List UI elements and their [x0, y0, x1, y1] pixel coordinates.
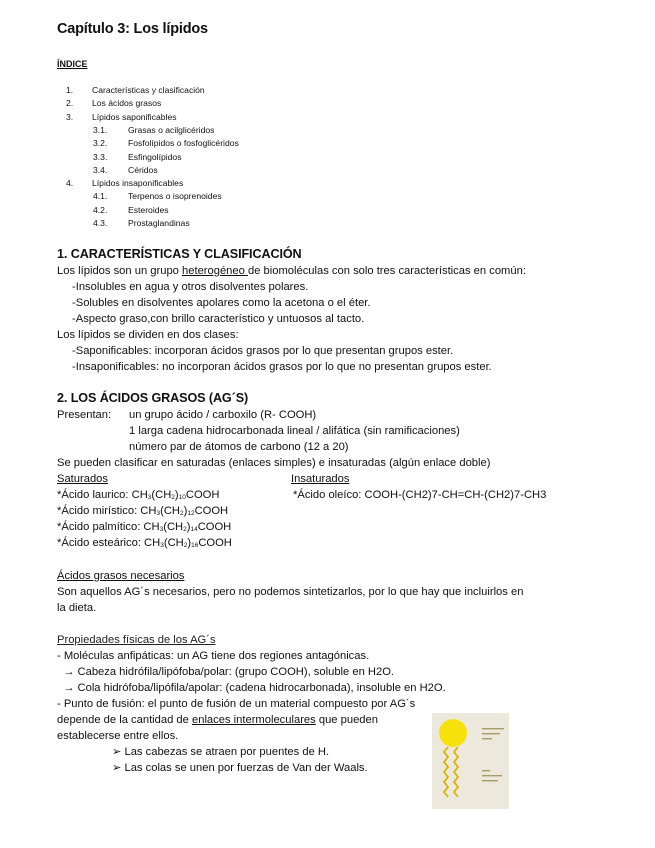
formula-subscript: 2: [183, 542, 188, 549]
section-1-intro: [57, 263, 526, 279]
formula-subscript: 2: [183, 526, 187, 533]
fusion-text-end: que pueden: [315, 714, 378, 726]
insaturado-item: *Ácido oleíco: COOH-(CH2)7-CH=CH-(CH2)7-CH3: [293, 489, 547, 501]
index-item-label: Esteroides: [128, 204, 169, 215]
formula-text: COOH: [197, 521, 232, 533]
tail-chain-icon: [444, 747, 448, 797]
propiedad-item: → Cabeza hidrófila/lipófoba/polar: (grupo COOH), soluble en H2O.: [57, 666, 395, 678]
index-item-number: 4.1.: [93, 191, 108, 202]
formula-text: COOH: [198, 537, 232, 549]
formula-subscript: 2: [179, 510, 184, 517]
trait-item: -Insolubles en agua y otros disolventes polares.: [72, 281, 309, 293]
saturado-item: [57, 535, 232, 554]
index-item-label: Prostaglandinas: [128, 218, 190, 228]
necesarios-heading: Ácidos grasos necesarios: [57, 570, 185, 582]
fusion-text: depende de la cantidad de: [57, 714, 192, 726]
formula-text: *Ácido palmítico: CH: [57, 521, 160, 533]
index-item-label: Características y clasificación: [92, 85, 205, 95]
index-item-label: Céridos: [128, 164, 158, 175]
class-item: -Saponificables: incorporan ácidos grasos por lo que presentan grupos ester.: [72, 345, 454, 357]
insaturados-heading: Insaturados: [291, 473, 350, 485]
formula-subscript: 3: [147, 494, 152, 501]
presentan-label: Presentan:: [57, 409, 112, 421]
index-heading: ÍNDICE: [57, 59, 88, 69]
formula-text: COOH: [194, 505, 229, 517]
trait-item: -Aspecto graso,con brillo característico y untuosos al tacto.: [72, 313, 365, 325]
formula-text: *Ácido laurico: CH: [57, 489, 148, 501]
formula-text: ): [186, 521, 191, 533]
fatty-acid-illustration: [432, 713, 509, 809]
formula-text: COOH: [185, 489, 220, 501]
index-item-label: Esfingolípidos: [128, 151, 182, 162]
intro-underlined: heterogéneo: [182, 265, 248, 277]
formula-subscript: 14: [190, 526, 198, 533]
index-item-number: 3.4.: [93, 164, 108, 175]
bullet-item: ➢ Las cabezas se atraen por puentes de H.: [112, 746, 330, 758]
index-item-label: Lípidos insaponificables: [92, 178, 184, 189]
formula-text: ): [183, 505, 188, 517]
fusion-line: establecerse entre ellos.: [57, 730, 179, 742]
propiedades-heading: Propiedades físicas de los AG´s: [57, 634, 216, 646]
formula-text: ): [174, 489, 179, 501]
trait-item: -Solubles en disolventes apolares como la acetona o el éter.: [72, 297, 371, 309]
index-item-number: 4.2.: [93, 204, 108, 215]
index-item-number: 3.: [66, 111, 74, 122]
formula-subscript: 10: [178, 494, 186, 501]
formula-text: (CH: [163, 537, 184, 549]
formula-subscript: 3: [156, 510, 161, 517]
figure-caption-marks: [482, 728, 504, 781]
presentan-item: número par de átomos de carbono (12 a 20): [129, 441, 349, 453]
bullet-item: ➢ Las colas se unen por fuerzas de Van der Waals.: [112, 762, 368, 774]
formula-text: *Ácido esteárico: CH: [57, 537, 161, 549]
index-item-number: 3.3.: [93, 151, 108, 162]
page-title: Capítulo 3: Los lípidos: [57, 21, 208, 37]
fusion-underlined: enlaces intermoleculares: [192, 714, 316, 726]
formula-subscript: 2: [171, 494, 175, 501]
formula-subscript: 16: [191, 542, 199, 549]
fatty-acid-drawing: [432, 713, 509, 809]
index-item-label: Terpenos o isoprenoides: [128, 191, 222, 202]
formula-subscript: 12: [187, 510, 195, 517]
formula-text: ): [187, 537, 192, 549]
index-item-number: 1.: [66, 85, 74, 95]
section-1-heading: 1. CARACTERÍSTICAS Y CLASIFICACIÓN: [57, 247, 302, 261]
index-item-number: 4.3.: [93, 218, 108, 228]
index-item-label: Grasas o acilglicéridos: [128, 124, 215, 135]
presentan-item: 1 larga cadena hidrocarbonada lineal / alifática (sin ramificaciones): [129, 425, 460, 437]
index-item-label: Lípidos saponificables: [92, 111, 177, 122]
saturados-heading: Saturados: [57, 473, 108, 485]
intro-text: Los lípidos son un grupo: [57, 265, 183, 277]
classification-text: Se pueden clasificar en saturadas (enlaces simples) e insaturadas (algún enlace doble): [57, 457, 491, 469]
formula-text: (CH: [160, 505, 180, 517]
formula-subscript: 3: [159, 526, 164, 533]
intro-text-end: de biomoléculas con solo tres características en común:: [247, 265, 526, 277]
index-item-label: Fosfolípidos o fosfoglicéridos: [128, 138, 239, 149]
formula-text: *Ácido mirístico: CH: [57, 505, 157, 517]
formula-text: (CH: [163, 521, 184, 533]
formula-text: (CH: [151, 489, 172, 501]
polar-head-icon: [439, 719, 467, 747]
index-item-label: Los ácidos grasos: [92, 98, 162, 109]
classes-intro: Los lípidos se dividen en dos clases:: [57, 329, 239, 341]
index-item-number: 3.2.: [93, 138, 108, 149]
propiedad-item: - Punto de fusión: el punto de fusión de un material compuesto por AG´s: [57, 698, 416, 710]
index-item-number: 2.: [66, 98, 74, 109]
propiedad-item: - Moléculas anfipáticas: un AG tiene dos regiones antagónicas.: [57, 650, 370, 662]
index-item-number: 3.1.: [93, 124, 108, 135]
tail-chain-icon: [454, 747, 458, 797]
necesarios-text: la dieta.: [57, 602, 97, 614]
propiedad-item: → Cola hidrófoba/lipófila/apolar: (cadena hidrocarbonada), insoluble en H2O.: [57, 682, 446, 694]
class-item: -Insaponificables: no incorporan ácidos grasos por lo que no presentan grupos ester.: [72, 361, 492, 373]
index-item-number: 4.: [66, 178, 74, 189]
presentan-item: un grupo ácido / carboxilo (R- COOH): [129, 409, 317, 421]
section-2-heading: 2. LOS ÁCIDOS GRASOS (AG´S): [57, 391, 249, 405]
necesarios-text: Son aquellos AG´s necesarios, pero no podemos sintetizarlos, por lo que hay que incluirlos en: [57, 586, 524, 598]
formula-subscript: 3: [160, 542, 164, 549]
fusion-line: [57, 712, 378, 728]
